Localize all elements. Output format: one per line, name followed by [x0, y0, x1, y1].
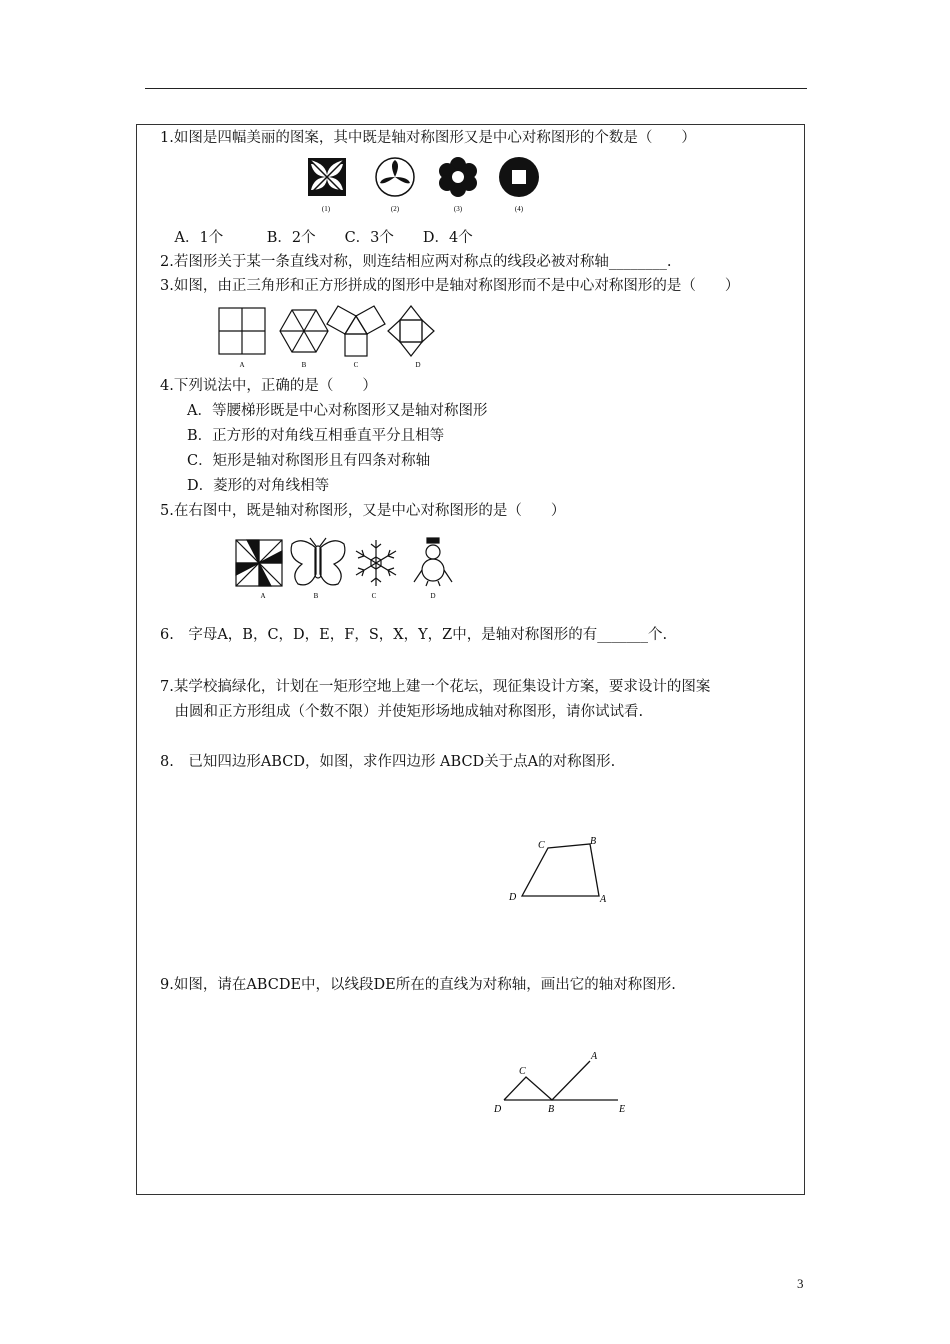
q5-figures: [230, 534, 470, 604]
q9-point-e: E: [619, 1104, 626, 1115]
q3-figure-d: [388, 306, 434, 356]
q1-text: 1.如图是四幅美丽的图案，其中既是轴对称图形又是中心对称图形的个数是（ ）: [160, 130, 696, 146]
q1-fig-label-2: (2): [390, 205, 400, 213]
q8-point-d: D: [509, 892, 517, 903]
q5-figure-c: [356, 540, 396, 586]
q8-quadrilateral-figure: [500, 828, 620, 910]
q3-figures: [214, 302, 454, 372]
q1-figure-4: [499, 157, 539, 197]
q8-text: 8. 已知四边形ABCD，如图，求作四边形 ABCD关于点A的对称图形.: [160, 754, 616, 770]
q5-fig-label-b: B: [313, 592, 319, 600]
q9-point-d: D: [494, 1104, 502, 1115]
q3-fig-label-c: C: [353, 361, 359, 369]
q4-option-c: C．矩形是轴对称图形且有四条对称轴: [187, 453, 431, 469]
q3-fig-label-b: B: [301, 361, 307, 369]
q4-option-d: D．菱形的对角线相等: [187, 478, 330, 494]
q1-fig-label-1: (1): [321, 205, 331, 213]
q5-fig-label-c: C: [371, 592, 377, 600]
q8-point-b: B: [590, 836, 597, 847]
q1-figure-3: [439, 157, 477, 197]
q8-point-c: C: [538, 840, 545, 851]
q4-text: 4.下列说法中，正确的是（ ）: [160, 378, 377, 394]
q4-option-b: B．正方形的对角线互相垂直平分且相等: [187, 428, 445, 444]
q5-fig-label-a: A: [260, 592, 266, 600]
q1-figure-1: [308, 158, 346, 196]
q9-point-c: C: [519, 1066, 526, 1077]
q3-figure-b: [280, 310, 328, 352]
q5-figure-b: [291, 538, 345, 585]
q3-figure-c: [327, 306, 385, 356]
q5-figure-a: [236, 540, 282, 586]
q4-option-a: A．等腰梯形既是中心对称图形又是轴对称图形: [187, 403, 488, 419]
q9-text: 9.如图，请在ABCDE中，以线段DE所在的直线为对称轴，画出它的轴对称图形.: [160, 977, 676, 993]
q1-options: A．1个 B．2个 C．3个 D．4个: [160, 230, 473, 246]
q1-fig-label-3: (3): [453, 205, 463, 213]
q9-point-b: B: [548, 1104, 555, 1115]
q7-line-2: 由圆和正方形组成（个数不限）并使矩形场地成轴对称图形，请你试试看.: [160, 704, 644, 720]
q3-figure-a: [219, 308, 265, 354]
q2-text: 2.若图形关于某一条直线对称，则连结相应两对称点的线段必被对称轴________.: [160, 254, 672, 270]
q3-fig-label-d: D: [415, 361, 421, 369]
q7-line-1: 7.某学校搞绿化，计划在一矩形空地上建一个花坛，现征集设计方案，要求设计的图案: [160, 679, 711, 695]
header-rule: [145, 88, 807, 89]
q5-text: 5.在右图中，既是轴对称图形，又是中心对称图形的是（ ）: [160, 503, 566, 519]
page-number: 3: [797, 1276, 804, 1291]
q3-text: 3.如图，由正三角形和正方形拼成的图形中是轴对称图形而不是中心对称图形的是（ ）: [160, 278, 740, 294]
q1-figures: [300, 154, 550, 216]
q9-point-a: A: [591, 1051, 598, 1062]
q9-polyline-figure: [488, 1042, 638, 1122]
q3-fig-label-a: A: [239, 361, 245, 369]
q1-figure-2: [376, 158, 414, 196]
q5-figure-d: [414, 538, 452, 586]
q5-fig-label-d: D: [430, 592, 436, 600]
q6-text: 6. 字母A，B，C，D，E，F，S，X，Y，Z中，是轴对称图形的有_______个.: [160, 627, 668, 643]
q1-fig-label-4: (4): [514, 205, 524, 213]
q8-point-a: A: [600, 894, 607, 905]
